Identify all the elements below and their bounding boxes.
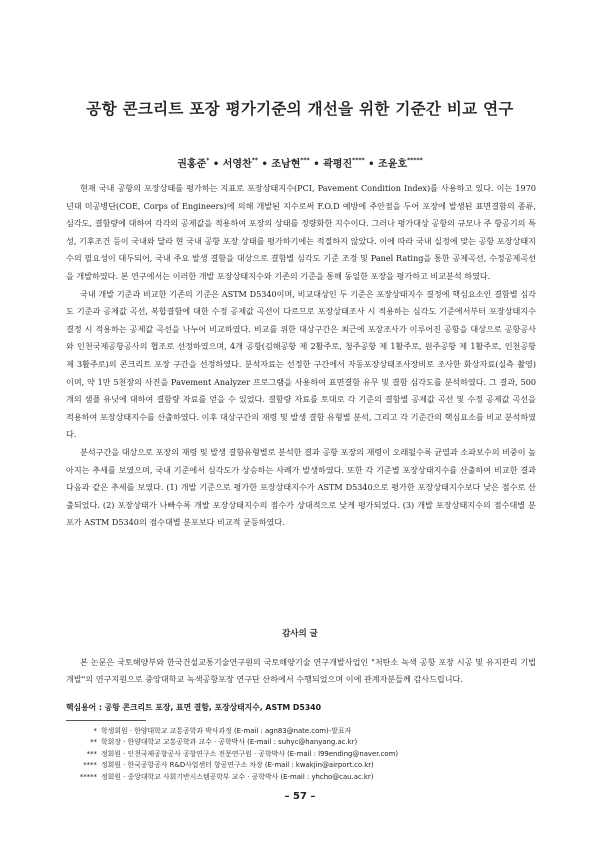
affiliation-mark: *****: [79, 772, 97, 781]
affiliation-mark: ****: [83, 761, 97, 770]
affiliation-footnotes: [66, 726, 536, 783]
acknowledgement-text: 본 논문은 국토해양부와 한국건설교통기술연구원의 국토해양기술 연구개발사업인 "저탄소 녹색 공항 포장 시공 및 유지관리 기법개발"의 연구지원으로 중앙대학교 녹색공항포장 연구단 산하에서 수행되었으며 이에 관계자분들께 감사드립니다.: [66, 657, 536, 684]
author-separator: •: [209, 159, 223, 170]
author-mark: *: [206, 157, 210, 164]
page-number: – 57 –: [284, 791, 316, 802]
abstract-paragraph: 현재 국내 공항의 포장상태를 평가하는 지표로 포장상태지수(PCI, Pavement Condition Index)를 사용하고 있다. 이는 1970년대 미공병단(COE, Corps of Engineers)에 의해 개발된 지수로써 F.O.D 예방에 주안점을 두어 포장에 발생된 표면결함의 종류, 심각도, 결함량에 대하여 각각의 공제값을 적용하여 포장의 상태를 정량화한 지수이다. 그러나 평가대상 공항의 규모나 주 항공기의 특성, 기후조건 등이 국내와 달라 현 국내 공항 포장 상태를 평가하기에는 적절하지 않았다. 이에 따라 국내 실정에 맞는 공항 포장상태지수의 필요성이 대두되어, 국내 주요 발생 결함을 대상으로 결함별 심각도 기준 조정 및 Panel Rating을 통한 공제곡선, 수정공제곡선을 개발하였다. 본 연구에서는 이러한 개발 포장상태지수와 기존의 기준을 통해 동일한 포장을 평가하고 비교분석 하였다.: [66, 183, 536, 281]
acknowledgement-heading: 감사의 글: [282, 629, 318, 639]
affiliation-text: 학회장 · 한양대학교 교통공학과 교수 · 공학박사 (E-mail : suhyc@hanyang.ac.kr): [101, 738, 358, 747]
author-separator: •: [364, 159, 379, 170]
affiliation-line: [66, 772, 536, 783]
paper-title: 공항 콘크리트 포장 평가기준의 개선을 위한 기준간 비교 연구: [86, 100, 514, 118]
author-separator: •: [258, 159, 272, 170]
affiliation-mark: *: [93, 727, 97, 735]
affiliation-line: [66, 737, 536, 748]
affiliation-text: 정회원 · 인천국제공항공사 공항연구소 전문연구원 · 공학박사 (E-mail : l99ending@naver.com): [101, 749, 399, 758]
author-name: 서영찬: [222, 159, 252, 170]
author-name: 권홍준: [177, 159, 207, 170]
author-mark: *****: [407, 157, 423, 164]
abstract-paragraph: 국내 개발 기준과 비교한 기존의 기준은 ASTM D5340이며, 비교대상인 두 기준은 포장상태지수 결정에 핵심요소인 결함별 심각도 기준과 공제값 곡선, 복합결함에 대한 수정 공제값 곡선이 다르므로 포장상태조사 시 적용하는 심각도 기준에서부터 포장상태지수 결정 시 적용하는 공제값 곡선을 나누어 비교하였다. 비교를 위한 대상구간은 최근에 포장조사가 이루어진 공항을 대상으로 공항공사와 인천국제공항공사의 협조로 선정하였으며, 4개 공항(김해공항 제 2활주로, 청주공항 제 1활주로, 원주공항 제 1활주로, 인천공항 제 3활주로)의 콘크리트 포장 구간을 선정하였다. 분석자료는 선정한 구간에서 자동포장상태조사장비로 조사한 화상자료(실측 촬영)이며, 약 1만 5천장의 사진을 Pavement Analyzer 프로그램을 사용하여 표면결함 유무 및 결함 심각도를 분석하였다. 그 결과, 500개의 샘플 유닛에 대하여 결함량 자료를 얻을 수 있었다. 결함량 자료를 토대로 각 기준의 결함별 공제값 곡선 및 수정 공제값 곡선을 적용하여 포장상태지수를 산출하였다. 이후 대상구간의 재령 및 발생 결함 유형별 분석, 그리고 각 기준간의 핵심요소를 비교 분석하였다.: [66, 288, 536, 440]
author-list: [0, 155, 600, 170]
author-name: 곽평진: [323, 159, 353, 170]
affiliation-text: 학생회원 · 한양대학교 교통공학과 박사과정 (E-mail : agn83@nate.com)-발표자: [101, 727, 352, 735]
author-mark: **: [251, 157, 259, 164]
affiliation-line: [66, 726, 536, 737]
affiliation-text: 정회원 · 한국공항공사 R&D사업센터 항공연구소 차장 (E-mail : kwakjin@airport.co.kr): [101, 761, 374, 770]
affiliation-mark: ***: [86, 749, 97, 758]
author-separator: •: [309, 159, 324, 170]
affiliation-text: 정회원 · 중앙대학교 사회기반시스템공학부 교수 · 공학박사 (E-mail : yhcho@cau.ac.kr): [101, 772, 374, 781]
affiliation-line: [66, 760, 536, 771]
author-mark: ****: [352, 157, 365, 164]
abstract-paragraph: 분석구간을 대상으로 포장의 재령 및 발생 결함유형별로 분석한 결과 공항 포장의 재령이 오래될수록 균열과 소파보수의 비중이 높아지는 추세를 보였으며, 국내 기준에서 심각도가 상승하는 사례가 발생하였다. 또한 각 기준별 포장상태지수를 산출하여 비교한 결과 다음과 같은 추세를 보였다. (1) 개발 기준으로 평가한 포장상태지수가 ASTM D5340으로 평가한 포장상태지수보다 낮은 점수로 산출되었다. (2) 포장상태가 나빠수록 개발 포장상태지수의 점수가 상대적으로 낮게 평가되었다. (3) 개발 포장상태지수의 점수대별 분포가 ASTM D5340의 점수대별 분포보다 비교적 균등하였다.: [66, 446, 536, 528]
author-name: 조윤호: [378, 159, 408, 170]
affiliation-mark: **: [90, 738, 97, 747]
footnote-divider: [66, 720, 146, 721]
affiliation-line: [66, 749, 536, 760]
abstract: [66, 180, 536, 532]
acknowledgement: [66, 654, 536, 687]
keywords: 핵심용어 : 공항 콘크리트 포장, 표면 결함, 포장상태지수, ASTM D5340: [66, 703, 322, 712]
author-name: 조남현: [271, 159, 301, 170]
author-mark: ***: [300, 157, 310, 164]
